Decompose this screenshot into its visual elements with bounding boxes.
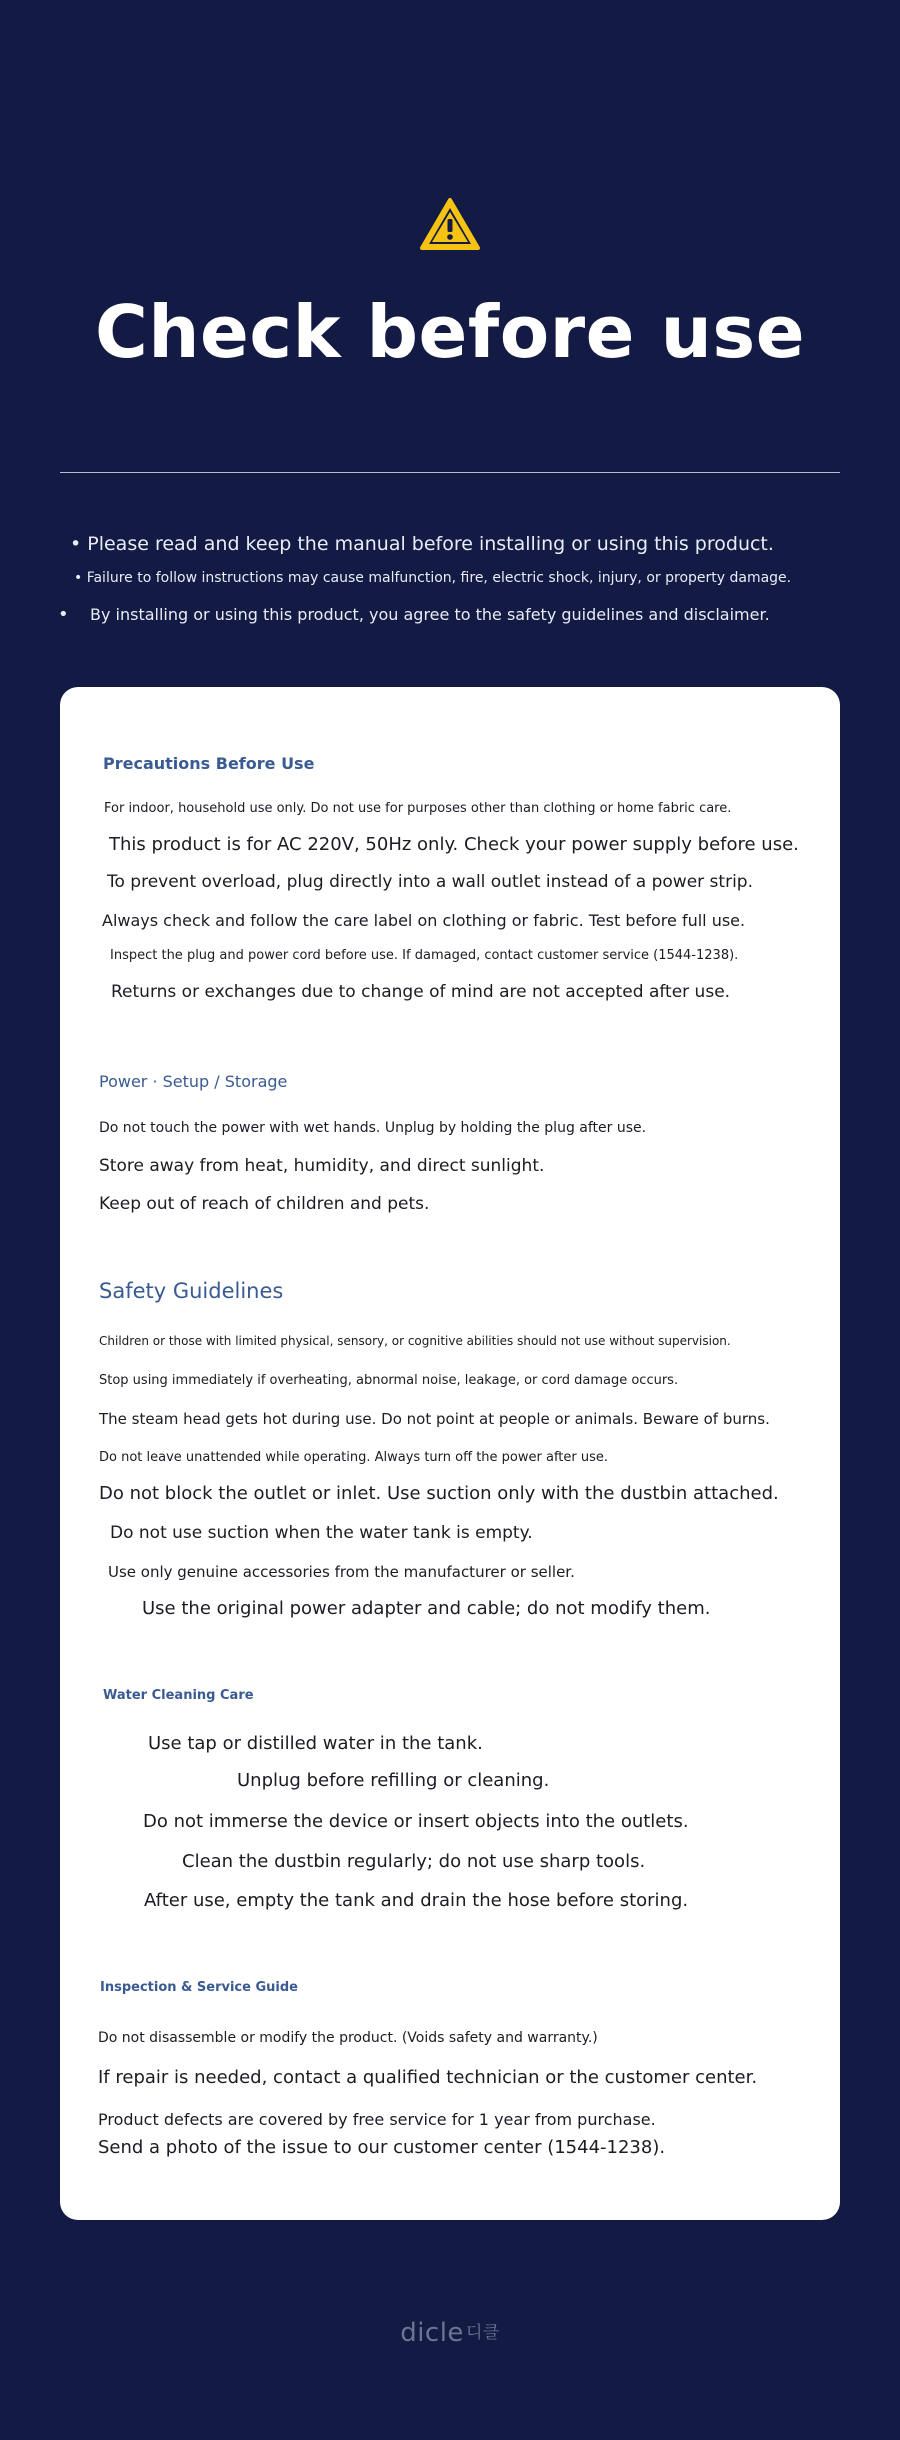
brand-logo xyxy=(0,2318,900,2348)
list-item: Do not touch the power with wet hands. Unplug by holding the plug after use. xyxy=(99,1120,647,1136)
list-item: Always check and follow the care label on clothing or fabric. Test before full use. xyxy=(102,911,746,930)
list-item: Store away from heat, humidity, and direct sunlight. xyxy=(99,1156,545,1176)
page-title: Check before use xyxy=(94,290,806,374)
divider xyxy=(60,472,840,473)
section-title-inspection: Inspection & Service Guide xyxy=(100,1980,298,1995)
list-item: Stop using immediately if overheating, abnormal noise, leakage, or cord damage occurs. xyxy=(99,1373,679,1388)
section-title-safety: Safety Guidelines xyxy=(99,1279,284,1303)
list-item: Inspect the plug and power cord before use. If damaged, contact customer service (1544-1238). xyxy=(110,948,739,963)
list-item: Returns or exchanges due to change of mind are not accepted after use. xyxy=(111,982,731,1002)
list-item: Do not disassemble or modify the product. (Voids safety and warranty.) xyxy=(98,2030,598,2046)
list-item: Clean the dustbin regularly; do not use sharp tools. xyxy=(182,1851,646,1872)
list-item: Product defects are covered by free service for 1 year from purchase. xyxy=(98,2110,656,2129)
list-item: Use the original power adapter and cable; do not modify them. xyxy=(142,1598,711,1619)
list-item: Do not block the outlet or inlet. Use suction only with the dustbin attached. xyxy=(99,1483,779,1504)
list-item: For indoor, household use only. Do not use for purposes other than clothing or home fabric care. xyxy=(104,801,732,816)
notice-manual: • Please read and keep the manual before installing or using this product. xyxy=(70,533,774,555)
notice-agreement-text: By installing or using this product, you agree to the safety guidelines and disclaimer. xyxy=(90,605,770,624)
brand-name-korean: 디클 xyxy=(465,2323,500,2343)
section-title-power: Power · Setup / Storage xyxy=(99,1072,288,1091)
list-item: Do not use suction when the water tank is empty. xyxy=(110,1523,533,1543)
list-item: This product is for AC 220V, 50Hz only. Check your power supply before use. xyxy=(109,834,799,855)
list-item: Do not leave unattended while operating. Always turn off the power after use. xyxy=(99,1450,609,1465)
list-item: To prevent overload, plug directly into a wall outlet instead of a power strip. xyxy=(107,872,753,892)
list-item: If repair is needed, contact a qualified technician or the customer center. xyxy=(98,2067,758,2088)
list-item: Send a photo of the issue to our customer center (1544-1238). xyxy=(98,2137,666,2158)
list-item: Use tap or distilled water in the tank. xyxy=(148,1733,483,1754)
list-item: Children or those with limited physical, sensory, or cognitive abilities should not use without supervision. xyxy=(99,1334,731,1348)
list-item: The steam head gets hot during use. Do not point at people or animals. Beware of burns. xyxy=(99,1410,770,1428)
list-item: Do not immerse the device or insert objects into the outlets. xyxy=(143,1811,689,1832)
guidelines-card xyxy=(60,687,840,2220)
notice-agreement xyxy=(58,604,770,625)
notice-failure: • Failure to follow instructions may cause malfunction, fire, electric shock, injury, or property damage. xyxy=(74,570,792,586)
list-item: Keep out of reach of children and pets. xyxy=(99,1194,430,1214)
list-item: Unplug before refilling or cleaning. xyxy=(237,1770,550,1791)
brand-name: dicle xyxy=(400,2318,464,2348)
section-title-water: Water Cleaning Care xyxy=(103,1688,254,1703)
list-item: After use, empty the tank and drain the hose before storing. xyxy=(144,1890,689,1911)
list-item: Use only genuine accessories from the manufacturer or seller. xyxy=(108,1563,575,1581)
bullet: • xyxy=(58,604,69,625)
section-title-precautions: Precautions Before Use xyxy=(103,754,315,773)
warning-icon xyxy=(418,196,482,252)
